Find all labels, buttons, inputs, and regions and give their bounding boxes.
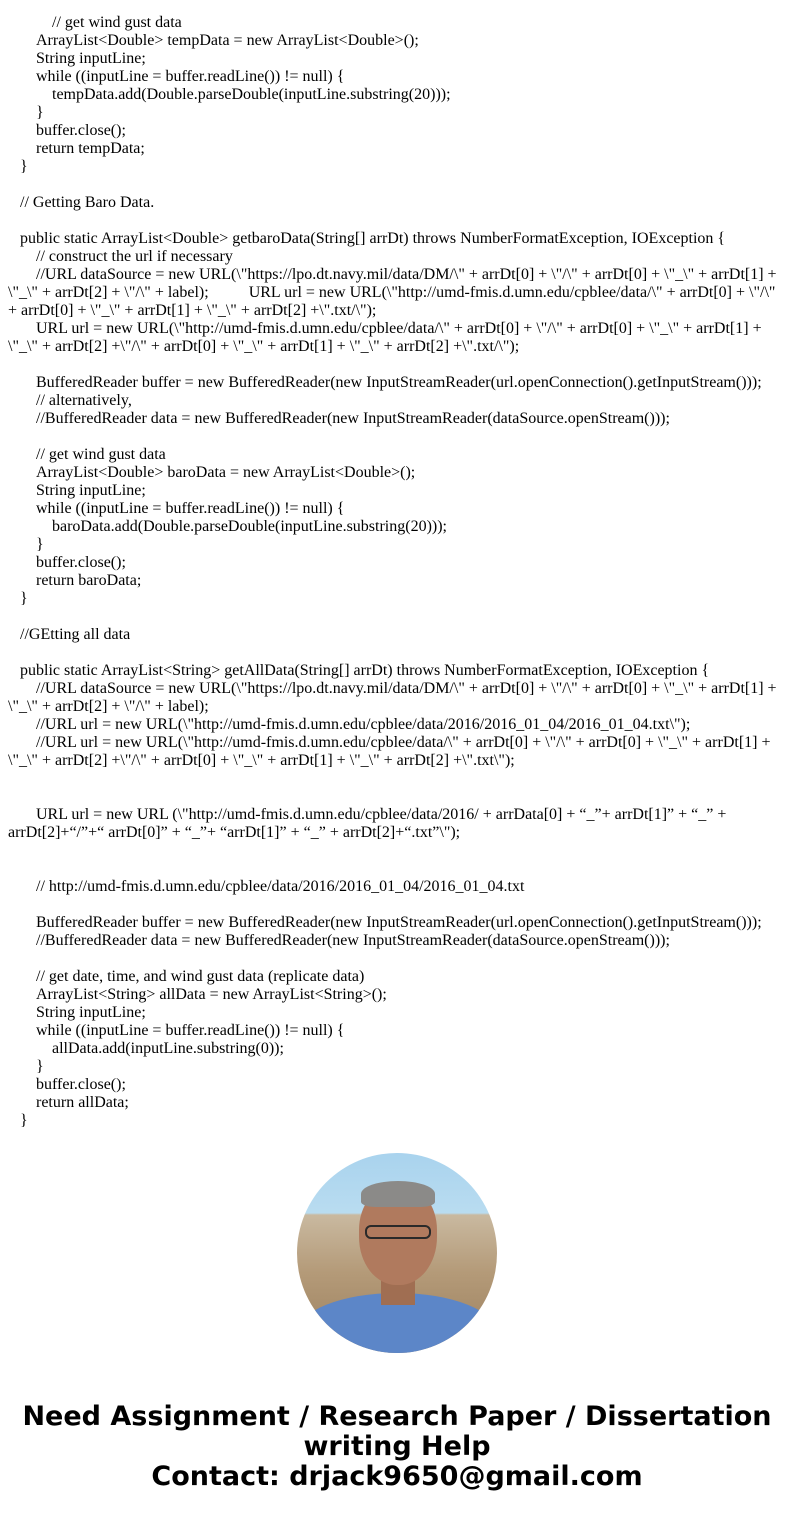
code-line: return allData; bbox=[36, 1094, 129, 1111]
code-line: return tempData; bbox=[36, 140, 145, 157]
code-line: + arrDt[0] + \"_\" + arrDt[1] + \"_\" + arrDt[2] +\".txt/\"); bbox=[8, 302, 377, 319]
code-document bbox=[0, 14, 794, 1127]
code-line: ArrayList<Double> tempData = new ArrayList<Double>(); bbox=[36, 32, 419, 49]
banner-line-1: Need Assignment / Research Paper / Dissertation bbox=[22, 1401, 772, 1432]
code-line: } bbox=[36, 104, 44, 121]
code-line: \"_\" + arrDt[2] + \"/\" + label); URL url = new URL(\"http://umd-fmis.d.umn.edu/cpblee/data/\" + arrDt[0] + \"/\" bbox=[8, 284, 776, 301]
blank-line bbox=[0, 356, 794, 374]
blank-line bbox=[0, 428, 794, 446]
code-line: //BufferedReader data = new BufferedReader(new InputStreamReader(dataSource.openStream())); bbox=[36, 932, 670, 949]
code-line: //URL dataSource = new URL(\"https://lpo.dt.navy.mil/data/DM/\" + arrDt[0] + \"/\" + arrDt[0] + \"_\" + arrDt[1] + bbox=[36, 266, 777, 283]
code-line: buffer.close(); bbox=[36, 554, 126, 571]
code-line: BufferedReader buffer = new BufferedReader(new InputStreamReader(url.openConnection().getInputStream())); bbox=[36, 374, 762, 391]
code-line: while ((inputLine = buffer.readLine()) != null) { bbox=[36, 500, 345, 517]
code-line: } bbox=[20, 1112, 28, 1127]
code-line: } bbox=[20, 158, 28, 175]
blank-line bbox=[0, 896, 794, 914]
code-line: public static ArrayList<Double> getbaroData(String[] arrDt) throws NumberFormatException, IOException { bbox=[20, 230, 726, 247]
code-line: //URL url = new URL(\"http://umd-fmis.d.umn.edu/cpblee/data/\" + arrDt[0] + \"/\" + arrDt[0] + \"_\" + arrDt[1] + bbox=[36, 734, 771, 751]
code-line: tempData.add(Double.parseDouble(inputLine.substring(20))); bbox=[52, 86, 451, 103]
code-line: arrDt[2]+“/”+“ arrDt[0]” + “_”+ “arrDt[1]” + “_” + arrDt[2]+“.txt”\"); bbox=[8, 824, 461, 841]
code-line: String inputLine; bbox=[36, 1004, 146, 1021]
photo-hair bbox=[361, 1181, 435, 1207]
code-line: // get date, time, and wind gust data (replicate data) bbox=[36, 968, 365, 985]
author-photo bbox=[297, 1153, 497, 1353]
code-line: // alternatively, bbox=[36, 392, 132, 409]
code-line: public static ArrayList<String> getAllData(String[] arrDt) throws NumberFormatException, IOException { bbox=[20, 662, 710, 679]
code-line: \"_\" + arrDt[2] + \"/\" + label); bbox=[8, 698, 209, 715]
code-line: // construct the url if necessary bbox=[36, 248, 233, 265]
code-line: while ((inputLine = buffer.readLine()) != null) { bbox=[36, 1022, 345, 1039]
blank-line bbox=[0, 950, 794, 968]
code-line: ArrayList<String> allData = new ArrayList<String>(); bbox=[36, 986, 387, 1003]
code-line: allData.add(inputLine.substring(0)); bbox=[52, 1040, 284, 1057]
code-line: //URL url = new URL(\"http://umd-fmis.d.umn.edu/cpblee/data/2016/2016_01_04/2016_01_04.txt\"); bbox=[36, 716, 691, 733]
code-line: } bbox=[20, 590, 28, 607]
code-line: } bbox=[36, 1058, 44, 1075]
code-line: URL url = new URL (\"http://umd-fmis.d.umn.edu/cpblee/data/2016/ + arrData[0] + “_”+ arrDt[1]” + “_” + bbox=[36, 806, 727, 823]
contact-banner bbox=[0, 1402, 794, 1492]
blank-line bbox=[0, 176, 794, 194]
code-line: URL url = new URL(\"http://umd-fmis.d.umn.edu/cpblee/data/\" + arrDt[0] + \"/\" + arrDt[0] + \"_\" + arrDt[1] + bbox=[36, 320, 762, 337]
code-line: //GEtting all data bbox=[20, 626, 131, 643]
blank-line bbox=[0, 608, 794, 626]
photo-glasses bbox=[365, 1225, 431, 1239]
code-line: //BufferedReader data = new BufferedReader(new InputStreamReader(dataSource.openStream())); bbox=[36, 410, 670, 427]
blank-line bbox=[0, 788, 794, 806]
banner-line-2: writing Help bbox=[303, 1431, 491, 1462]
code-line: String inputLine; bbox=[36, 50, 146, 67]
blank-line bbox=[0, 212, 794, 230]
code-line: while ((inputLine = buffer.readLine()) != null) { bbox=[36, 68, 345, 85]
code-line: // get wind gust data bbox=[36, 446, 166, 463]
code-line: \"_\" + arrDt[2] +\"/\" + arrDt[0] + \"_\" + arrDt[1] + \"_\" + arrDt[2] +\".txt/\"); bbox=[8, 338, 520, 355]
blank-line bbox=[0, 770, 794, 788]
code-line: // get wind gust data bbox=[52, 14, 182, 31]
blank-line bbox=[0, 644, 794, 662]
blank-line bbox=[0, 842, 794, 860]
code-line: // Getting Baro Data. bbox=[20, 194, 155, 211]
code-line: //URL dataSource = new URL(\"https://lpo.dt.navy.mil/data/DM/\" + arrDt[0] + \"/\" + arrDt[0] + \"_\" + arrDt[1] + bbox=[36, 680, 777, 697]
code-line: return baroData; bbox=[36, 572, 142, 589]
code-line: buffer.close(); bbox=[36, 122, 126, 139]
code-line: // http://umd-fmis.d.umn.edu/cpblee/data/2016/2016_01_04/2016_01_04.txt bbox=[36, 878, 525, 895]
code-line: BufferedReader buffer = new BufferedReader(new InputStreamReader(url.openConnection().getInputStream())); bbox=[36, 914, 762, 931]
code-line: \"_\" + arrDt[2] +\"/\" + arrDt[0] + \"_\" + arrDt[1] + \"_\" + arrDt[2] +\".txt\"); bbox=[8, 752, 515, 769]
code-line: String inputLine; bbox=[36, 482, 146, 499]
code-line: ArrayList<Double> baroData = new ArrayList<Double>(); bbox=[36, 464, 416, 481]
banner-line-3: Contact: drjack9650@gmail.com bbox=[151, 1461, 643, 1492]
code-line: buffer.close(); bbox=[36, 1076, 126, 1093]
code-line: baroData.add(Double.parseDouble(inputLine.substring(20))); bbox=[52, 518, 447, 535]
blank-line bbox=[0, 860, 794, 878]
code-line: } bbox=[36, 536, 44, 553]
